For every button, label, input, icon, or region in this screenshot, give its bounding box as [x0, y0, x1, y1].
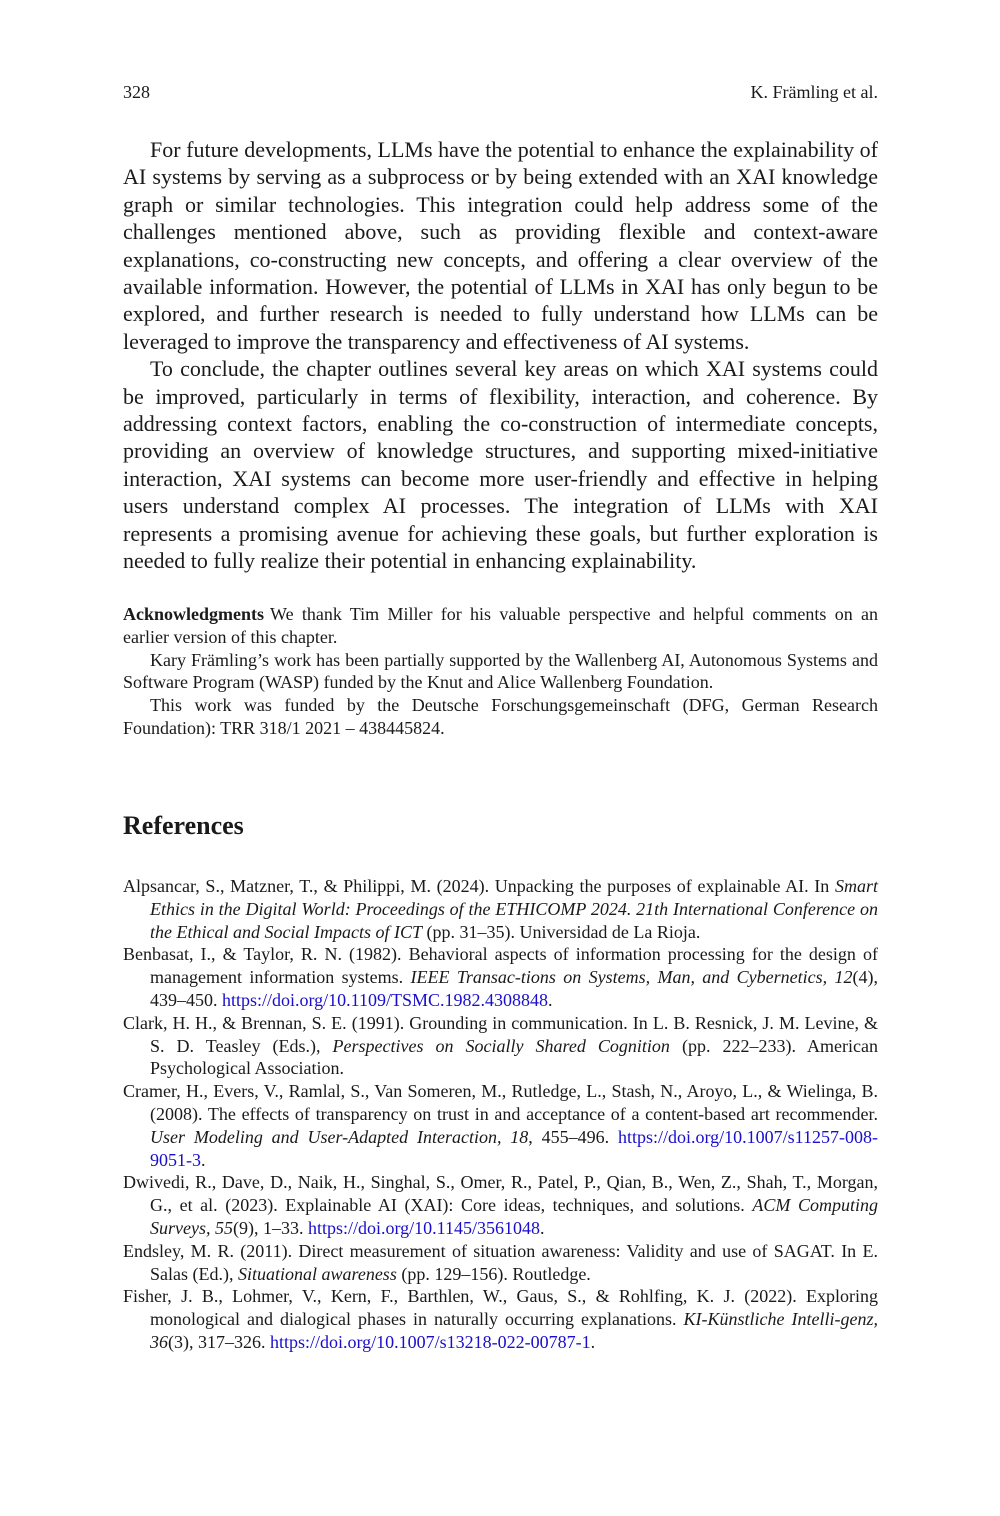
doi-link[interactable]: https://doi.org/10.1007/s13218-022-00787-1	[270, 1331, 591, 1352]
acknowledgments-paragraph: This work was funded by the Deutsche Forschungsgemeinschaft (DFG, German Research Foundation): TRR 318/1 2021 – 438445824.	[123, 695, 878, 738]
reference-text: Dwivedi, R., Dave, D., Naik, H., Singhal, S., Omer, R., Patel, P., Qian, B., Wen, Z., Shah, T., Morgan, G., et al. (2023). Explainable AI (XAI): Core ideas, techniques, and solutions.	[123, 1172, 878, 1216]
references-heading: References	[123, 811, 244, 840]
acknowledgments-paragraph: Kary Främling’s work has been partially supported by the Wallenberg AI, Autonomous Systems and Software Program (WASP) funded by the Knut and Alice Wallenberg Foundation.	[123, 649, 878, 693]
reference-entry	[123, 943, 878, 1011]
reference-text: Clark, H. H., & Brennan, S. E. (1991). Grounding in communication. In L. B. Resnick, J. M. Levine, & S. D. Teasley (Eds.),	[123, 1012, 878, 1056]
reference-entry	[123, 1240, 878, 1286]
body-paragraph: For future developments, LLMs have the potential to enhance the explainability of AI systems by serving as a subprocess or by being extended with an XAI knowledge graph or similar technologies. This integration could help address some of the challenges mentioned above, such as providing flexible and context-aware explanations, co-constructing new concepts, and offering a clear overview of the available information. However, the potential of LLMs in XAI has only begun to be explored, and further research is needed to fully understand how LLMs can be leveraged to improve the transparency and effectiveness of AI systems.	[123, 137, 878, 354]
reference-source: KI-Künstliche Intelli-genz, 36	[150, 1309, 878, 1352]
reference-entry	[123, 1285, 878, 1353]
reference-details: (pp. 129–156). Routledge.	[396, 1263, 591, 1284]
reference-entry	[123, 875, 878, 943]
reference-end: .	[540, 1217, 545, 1238]
running-head-authors: K. Främling et al.	[750, 82, 878, 102]
body-text	[123, 136, 878, 575]
reference-entry	[123, 1012, 878, 1080]
reference-details: , 455–496.	[528, 1126, 618, 1147]
reference-end: .	[590, 1331, 596, 1352]
reference-details: (4), 439–450.	[150, 967, 878, 1010]
acknowledgments-text: We thank Tim Miller for his valuable perspective and helpful comments on an earlier version of this chapter.	[123, 604, 878, 647]
reference-details: (pp. 222–233). American Psychological Association.	[150, 1035, 878, 1079]
acknowledgments-heading: Acknowledgments	[123, 604, 265, 624]
reference-details: (9), 1–33.	[232, 1217, 308, 1238]
reference-details: (pp. 31–35). Universidad de La Rioja.	[421, 921, 701, 942]
reference-source: IEEE Transac-tions on Systems, Man, and Cybernetics, 12	[410, 967, 853, 988]
doi-link[interactable]: https://doi.org/10.1109/TSMC.1982.4308848	[222, 989, 549, 1010]
reference-end: .	[548, 989, 553, 1010]
reference-source: Smart Ethics in the Digital World: Proceedings of the ETHICOMP 2024. 21th International Conference on the Ethical and Social Impacts of ICT	[150, 876, 878, 942]
reference-text: Fisher, J. B., Lohmer, V., Kern, F., Barthlen, W., Gaus, S., & Rohlfing, K. J. (2022). Exploring monological and dialogical phases in naturally occurring explanations.	[123, 1286, 878, 1330]
reference-list	[123, 875, 878, 1354]
reference-text: Alpsancar, S., Matzner, T., & Philippi, M. (2024). Unpacking the purposes of explainable AI. In	[123, 876, 835, 896]
reference-end: .	[201, 1149, 206, 1170]
reference-source: User Modeling and User-Adapted Interaction, 18	[150, 1126, 529, 1147]
reference-text: Endsley, M. R. (2011). Direct measurement of situation awareness: Validity and use of SAGAT. In E. Salas (Ed.),	[123, 1240, 878, 1284]
running-head	[123, 80, 878, 104]
reference-text: Cramer, H., Evers, V., Ramlal, S., Van Someren, M., Rutledge, L., Stash, N., Aroyo, L., & Wielinga, B. (2008). The effects of transparency on trust in and acceptance of a content-based art recommender.	[123, 1081, 878, 1124]
reference-source: Perspectives on Socially Shared Cognition	[332, 1035, 670, 1056]
reference-source: Situational awareness	[237, 1263, 397, 1284]
reference-entry	[123, 1080, 878, 1171]
reference-text: Benbasat, I., & Taylor, R. N. (1982). Behavioral aspects of information processing for the design of management information systems.	[123, 944, 878, 988]
body-paragraph: To conclude, the chapter outlines several key areas on which XAI systems could be improved, particularly in terms of flexibility, interaction, and coherence. By addressing context factors, enabling the co-construction of intermediate concepts, providing an overview of knowledge structures, and supporting mixed-initiative interaction, XAI systems can become more user-friendly and effective in helping users understand complex AI processes. The integration of LLMs with XAI represents a promising avenue for achieving these goals, but further exploration is needed to fully realize their potential in enhancing explainability.	[123, 356, 878, 574]
doi-link[interactable]: https://doi.org/10.1007/s11257-008-9051-3	[150, 1126, 878, 1170]
acknowledgments-section	[123, 603, 878, 740]
acknowledgments-paragraph	[123, 603, 878, 649]
reference-entry	[123, 1171, 878, 1239]
doi-link[interactable]: https://doi.org/10.1145/3561048	[307, 1217, 540, 1238]
reference-source: ACM Computing Surveys, 55	[150, 1195, 878, 1238]
page-number: 328	[123, 82, 150, 102]
reference-details: (3), 317–326.	[168, 1331, 270, 1352]
